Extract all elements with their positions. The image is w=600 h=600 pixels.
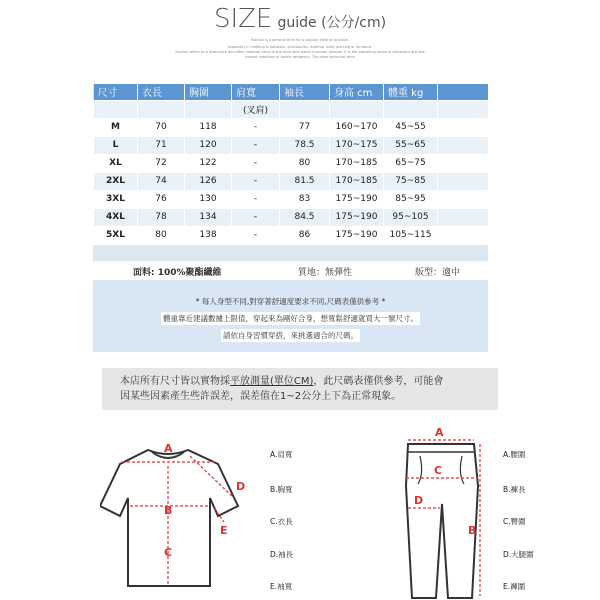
cell-shoulder: - [232,172,280,190]
cell-weight: 45~55 [384,118,438,136]
cell-sleeve: 81.5 [280,172,330,190]
cell-length: 76 [138,190,185,208]
cell-weight: 75~85 [384,172,438,190]
pants-diagram [390,426,490,600]
shirt-outline [100,450,238,586]
pants-label: D.大腿圍 [503,550,534,559]
marker-e: E [220,524,228,537]
shirt-label: B.胸寬 [270,485,293,494]
fineprint-line: newest creations of textile designers. The more technical term [245,55,355,59]
cell-shoulder: - [232,208,280,226]
cell-size: 4XL [94,208,138,226]
cell-chest: 120 [185,136,232,154]
column-header: 肩寬 [232,84,280,100]
cell-height: 170~185 [330,172,384,190]
shirt-diagram [100,438,260,598]
cell-chest: 122 [185,154,232,172]
note-line-3: 請依自身習慣穿搭，來挑選適合的尺碼。 [223,331,358,340]
cell-chest: 130 [185,190,232,208]
fabric-text: 面料: 100%聚酯纖維 [133,268,222,278]
column-header: 袖長 [280,84,330,100]
cell-weight: 85~95 [384,190,438,208]
column-header: 身高 cm [330,84,384,100]
cell-length: 70 [138,118,185,136]
table-row [94,172,489,190]
table-row [94,154,489,172]
cell-sleeve: 78.5 [280,136,330,154]
cell-chest: 118 [185,118,232,136]
cell-shoulder: - [232,226,280,244]
marker-c: C [164,546,173,559]
shirt-label: C.衣長 [270,517,293,526]
column-header: 胸圍 [185,84,232,100]
cell-length: 78 [138,208,185,226]
measure-method: 平放測量(單位CM) [230,376,314,387]
table-header-row [94,84,489,100]
cell-length: 74 [138,172,185,190]
cell-size: 3XL [94,190,138,208]
shoulder-note-row [94,100,489,118]
fineprint-line: especially in clothing & footwear, accessories, makeup, body piercing or furniture. [227,45,373,49]
pants-label: C.臀圍 [503,517,526,526]
page-title [0,4,600,34]
note-line-2: 體重靠近建議數據上限值，穿起來為剛好合身，想寬鬆舒適就買大一號尺寸。 [163,314,418,323]
cell-shoulder: - [232,136,280,154]
cell-empty [438,154,489,172]
cell-size: M [94,118,138,136]
cell-height: 175~190 [330,190,384,208]
cell-height: 175~190 [330,226,384,244]
marker-b: B [164,504,173,517]
marker-d: D [414,494,424,507]
cell-weight: 55~65 [384,136,438,154]
fineprint-line: Fashion is a general term for a popular style or practice. [250,38,350,42]
cell-empty [438,136,489,154]
size-table-panel [93,84,488,352]
column-header: 尺寸 [94,84,138,100]
shirt-label: D.袖長 [270,550,294,559]
fineprint-line: Fashion refers to a distinctive and often habitual trend in the style with which a person dresses; it is the prevailing styles in behaviour and the [175,50,425,54]
texture-text: 質地：無彈性 [298,268,353,278]
cell-shoulder: - [232,190,280,208]
cell-weight: 105~115 [384,226,438,244]
marker-a: A [435,426,444,439]
cell-height: 170~175 [330,136,384,154]
cell-height: 170~185 [330,154,384,172]
cell-empty [438,226,489,244]
cell-size: L [94,136,138,154]
cell-size: 5XL [94,226,138,244]
cell-sleeve: 83 [280,190,330,208]
title-main: SIZE [213,4,273,34]
marker-c: C [434,464,443,477]
fit-text: 版型：適中 [415,268,461,278]
cell-size: XL [94,154,138,172]
column-header: 衣長 [138,84,185,100]
notes-panel [93,282,488,352]
cell-empty [438,172,489,190]
cell-sleeve: 77 [280,118,330,136]
cell-empty [438,208,489,226]
table-row [94,226,489,244]
cell-length: 71 [138,136,185,154]
cell-chest: 134 [185,208,232,226]
table-row [94,190,489,208]
pants-label: A.腰圍 [503,450,526,459]
cell-height: 160~170 [330,118,384,136]
cell-length: 80 [138,226,185,244]
measurement-disclaimer: 本店所有尺寸皆以實物採平放測量(單位CM)，此尺碼表僅供參考，可能會 因某些因素產生些許誤差，誤差值在1~2公分上下為正常現象。 [102,368,498,410]
cell-sleeve: 86 [280,226,330,244]
pants-label: B.褲長 [503,485,526,494]
fabric-info-row [93,260,488,280]
cell-length: 72 [138,154,185,172]
cell-size: 2XL [94,172,138,190]
title-sub: guide (公分/cm) [277,15,387,31]
marker-b: B [468,524,477,537]
cell-sleeve: 84.5 [280,208,330,226]
cell-empty [438,118,489,136]
cell-weight: 65~75 [384,154,438,172]
marker-d: D [236,480,246,493]
table-row [94,208,489,226]
cell-height: 175~190 [330,208,384,226]
pants-label: E.褲圍 [503,582,526,591]
note-line-1: * 每人身型不同,對穿著舒適度要求不同,尺碼表僅供參考 * [195,297,386,306]
table-row [94,136,489,154]
cell-weight: 95~105 [384,208,438,226]
column-header [438,84,489,100]
cell-shoulder: - [232,118,280,136]
cell-empty [438,190,489,208]
cell-chest: 138 [185,226,232,244]
cell-chest: 126 [185,172,232,190]
cell-shoulder: - [232,154,280,172]
cell-sleeve: 80 [280,154,330,172]
shirt-label: E.袖寬 [270,582,293,591]
shoulder-note: (叉肩) [232,100,280,118]
size-table [93,84,489,245]
shirt-label: A.肩寬 [270,450,293,459]
column-header: 體重 kg [384,84,438,100]
marker-a: A [164,442,173,455]
table-row [94,118,489,136]
